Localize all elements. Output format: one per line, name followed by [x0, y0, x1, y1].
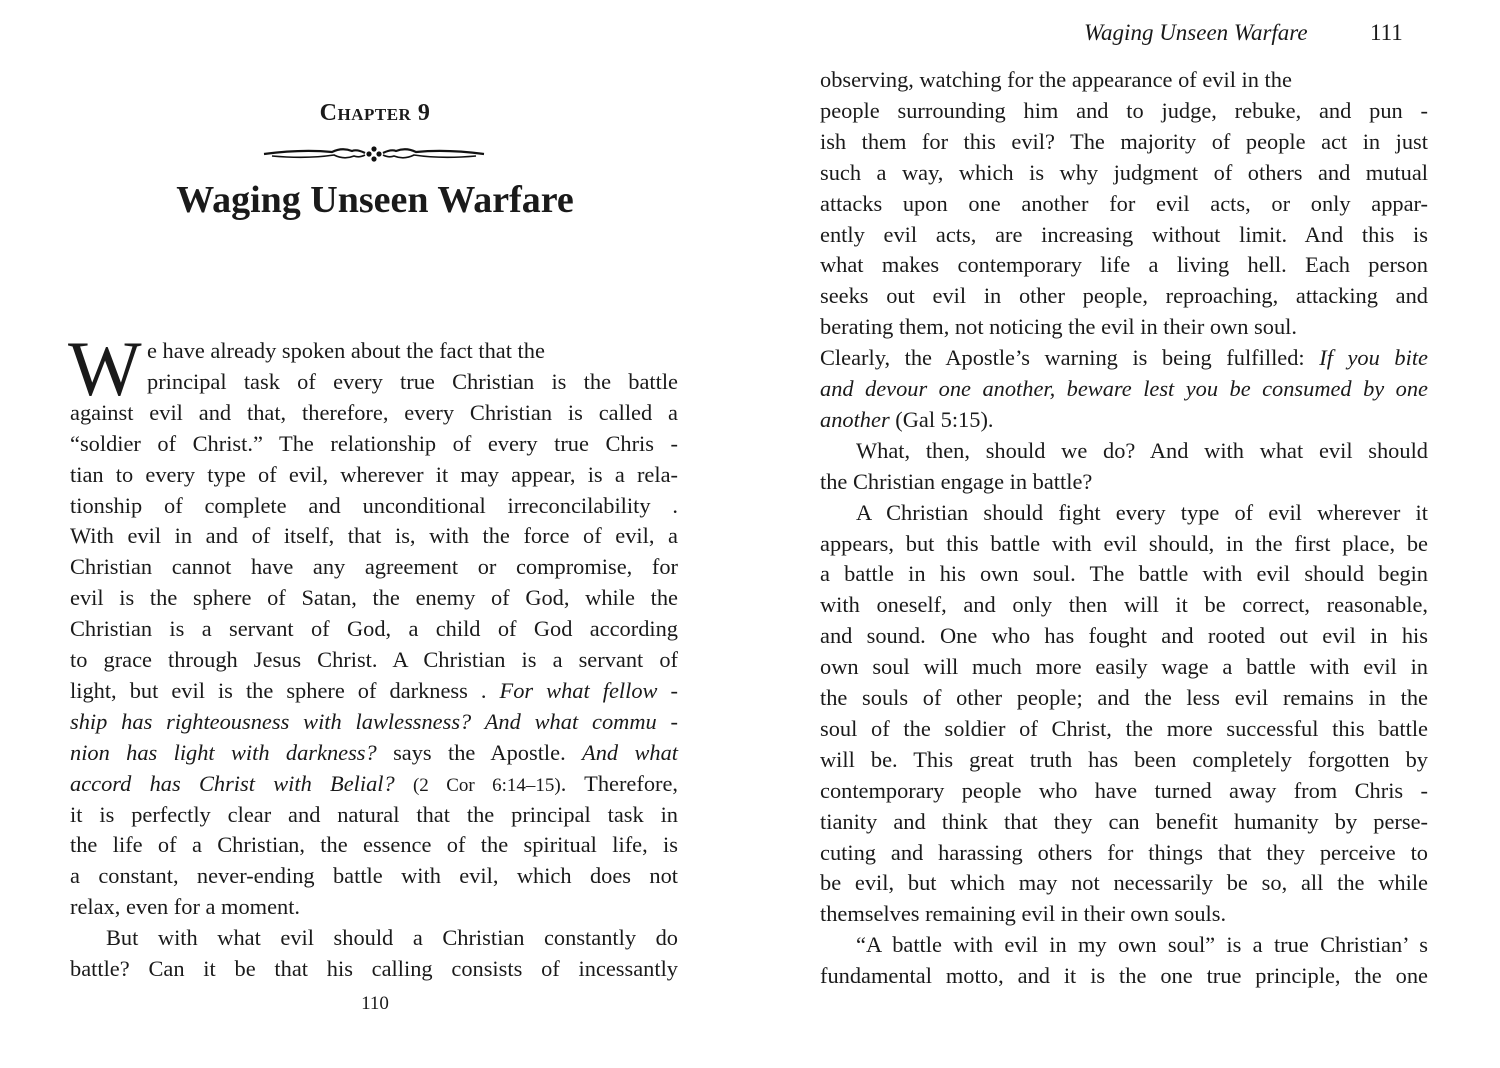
page-number: 110 — [361, 993, 389, 1014]
text-line — [820, 126, 1428, 157]
text-line — [820, 682, 1428, 713]
text-line — [820, 435, 1428, 466]
text-line — [70, 922, 678, 953]
text-line — [820, 620, 1428, 651]
text-segment: A Christian should fight every type of evil wherever it — [856, 499, 1428, 525]
drop-cap: W — [68, 325, 142, 412]
italic-text: accord has Christ with Belial? — [70, 770, 395, 796]
text-line — [70, 459, 678, 490]
text-segment: “A battle with evil in my own soul” is a true Christian’ s — [856, 932, 1428, 958]
text-segment: soul of the soldier of Christ, the more successful this battle — [820, 715, 1428, 741]
text-line — [820, 280, 1428, 311]
text-line — [820, 898, 1428, 929]
text-line — [70, 490, 678, 521]
text-line — [820, 528, 1428, 559]
text-segment: a constant, never-ending battle with evil, which does not — [70, 863, 678, 889]
text-segment: will be. This great truth has been completely forgotten by — [820, 746, 1428, 772]
text-segment: battle? Can it be that his calling consists of incessantly — [70, 956, 678, 981]
right-page — [750, 0, 1500, 1068]
text-segment: cuting and harassing others for things that they perceive to — [820, 839, 1428, 865]
text-line — [820, 497, 1428, 528]
text-line — [820, 558, 1428, 589]
text-segment: be evil, but which may not necessarily be so, all the while — [820, 870, 1428, 896]
text-line — [70, 829, 678, 860]
text-segment: fundamental motto, and it is the one true principle, the one — [820, 963, 1428, 989]
text-segment: a battle in his own soul. The battle with evil should begin — [820, 561, 1428, 587]
text-segment: But with what evil should a Christian constantly do — [106, 925, 678, 951]
text-segment: tianity and think that they can benefit humanity by perse- — [820, 808, 1428, 834]
text-segment: says the Apostle. — [376, 739, 583, 765]
italic-text: nion has light with darkness? — [70, 739, 377, 765]
text-line — [820, 713, 1428, 744]
text-line — [820, 837, 1428, 868]
text-line — [70, 551, 678, 582]
text-line — [820, 589, 1428, 620]
text-line — [820, 157, 1428, 188]
text-segment: ish them for this evil? The majority of people act in just — [820, 128, 1428, 154]
text-segment: observing, watching for the appearance of evil in the — [820, 67, 1292, 92]
ornament-flourish-icon — [262, 143, 486, 165]
text-line — [70, 768, 678, 801]
text-line — [70, 582, 678, 613]
text-segment: appears, but this battle with evil should, in the first place, be — [820, 530, 1428, 556]
text-segment: Christian cannot have any agreement or compromise, for — [70, 554, 678, 580]
text-segment: seeks out evil in other people, reproaching, attacking and — [820, 283, 1428, 309]
text-segment: relax, even for a moment. — [70, 894, 301, 920]
text-segment: . Therefore, — [560, 770, 679, 796]
text-segment: such a way, which is why judgment of others and mutual — [820, 159, 1428, 185]
text-line — [70, 860, 678, 891]
text-segment: what makes contemporary life a living hell. Each person — [820, 252, 1428, 278]
text-line — [147, 366, 678, 397]
scripture-reference: (2 Cor 6:14–15) — [412, 774, 561, 796]
text-line — [820, 249, 1428, 280]
text-segment: it is perfectly clear and natural that the principal task in — [70, 801, 678, 827]
text-line — [70, 706, 678, 737]
text-line — [70, 397, 678, 428]
text-line — [70, 428, 678, 459]
text-line — [70, 675, 678, 706]
text-segment: Clearly, the Apostle’s warning is being fulfilled: — [820, 345, 1320, 371]
text-segment: “soldier of Christ.” The relationship of every true Chris - — [70, 430, 678, 456]
text-line — [70, 644, 678, 675]
text-segment: the life of a Christian, the essence of the spiritual life, is — [70, 832, 678, 858]
text-line — [820, 806, 1428, 837]
text-segment: With evil in and of itself, that is, with the force of evil, a — [70, 523, 678, 549]
text-line — [147, 335, 678, 366]
text-segment: attacks upon one another for evil acts, or only appar- — [820, 190, 1428, 216]
text-line — [820, 188, 1428, 219]
text-segment: contemporary people who have turned away from Chris - — [820, 777, 1428, 803]
text-line — [70, 891, 678, 922]
italic-text: another — [820, 406, 890, 432]
text-segment: light, but evil is the sphere of darkness . — [70, 677, 500, 703]
text-line — [820, 219, 1428, 250]
italic-text: For what fellow - — [499, 677, 678, 703]
text-line — [820, 95, 1428, 126]
italic-text: ship has righteousness with lawlessness? And what commu - — [70, 708, 678, 734]
text-line — [820, 929, 1428, 960]
text-segment: own soul will much more easily wage a battle with evil in — [820, 654, 1428, 680]
text-segment: people surrounding him and to judge, rebuke, and pun - — [820, 97, 1428, 123]
text-segment: Christian is a servant of God, a child of God according — [70, 616, 678, 642]
text-segment: against evil and that, therefore, every Christian is called a — [70, 399, 678, 425]
text-line — [820, 744, 1428, 775]
text-segment: principal task of every true Christian is the battle — [147, 368, 678, 394]
text-line — [70, 737, 678, 768]
text-line — [70, 613, 678, 644]
text-line — [820, 342, 1428, 373]
text-line — [70, 799, 678, 830]
text-line — [820, 960, 1428, 991]
chapter-title: Waging Unseen Warfare — [176, 179, 574, 221]
text-line — [820, 404, 1428, 435]
text-segment: with oneself, and only then will it be correct, reasonable, — [820, 592, 1428, 618]
text-line — [820, 373, 1428, 404]
text-line — [820, 311, 1428, 342]
italic-text: And what — [582, 739, 678, 765]
text-segment: tian to every type of evil, wherever it may appear, is a rela- — [70, 461, 678, 487]
text-line — [70, 520, 678, 551]
chapter-label: Chapter 9 — [319, 100, 431, 126]
text-segment: to grace through Jesus Christ. A Christian is a servant of — [70, 647, 678, 672]
text-line — [820, 466, 1428, 497]
text-line — [70, 953, 678, 984]
text-segment: evil is the sphere of Satan, the enemy of God, while the — [70, 585, 678, 611]
text-segment: the Christian engage in battle? — [820, 468, 1093, 494]
text-line — [820, 775, 1428, 806]
text-segment: (Gal 5:15). — [889, 406, 994, 432]
italic-text: If you bite — [1319, 345, 1428, 371]
text-line — [820, 64, 1428, 95]
text-segment: themselves remaining evil in their own souls. — [820, 901, 1227, 927]
text-segment: berating them, not noticing the evil in their own soul. — [820, 314, 1297, 340]
text-segment: tionship of complete and unconditional irreconcilability . — [70, 492, 678, 518]
text-segment: and sound. One who has fought and rooted out evil in his — [820, 623, 1428, 649]
text-segment: e have already spoken about the fact that the — [147, 338, 545, 363]
page-number: 111 — [1370, 20, 1403, 45]
text-segment: What, then, should we do? And with what evil should — [856, 437, 1428, 463]
text-line — [820, 651, 1428, 682]
text-line — [820, 867, 1428, 898]
text-segment: the souls of other people; and the less evil remains in the — [820, 685, 1428, 710]
text-segment: ently evil acts, are increasing without limit. And this is — [820, 221, 1428, 247]
text-segment — [395, 771, 413, 796]
running-head: Waging Unseen Warfare — [1084, 20, 1308, 45]
italic-text: and devour one another, beware lest you be consumed by one — [820, 376, 1428, 401]
